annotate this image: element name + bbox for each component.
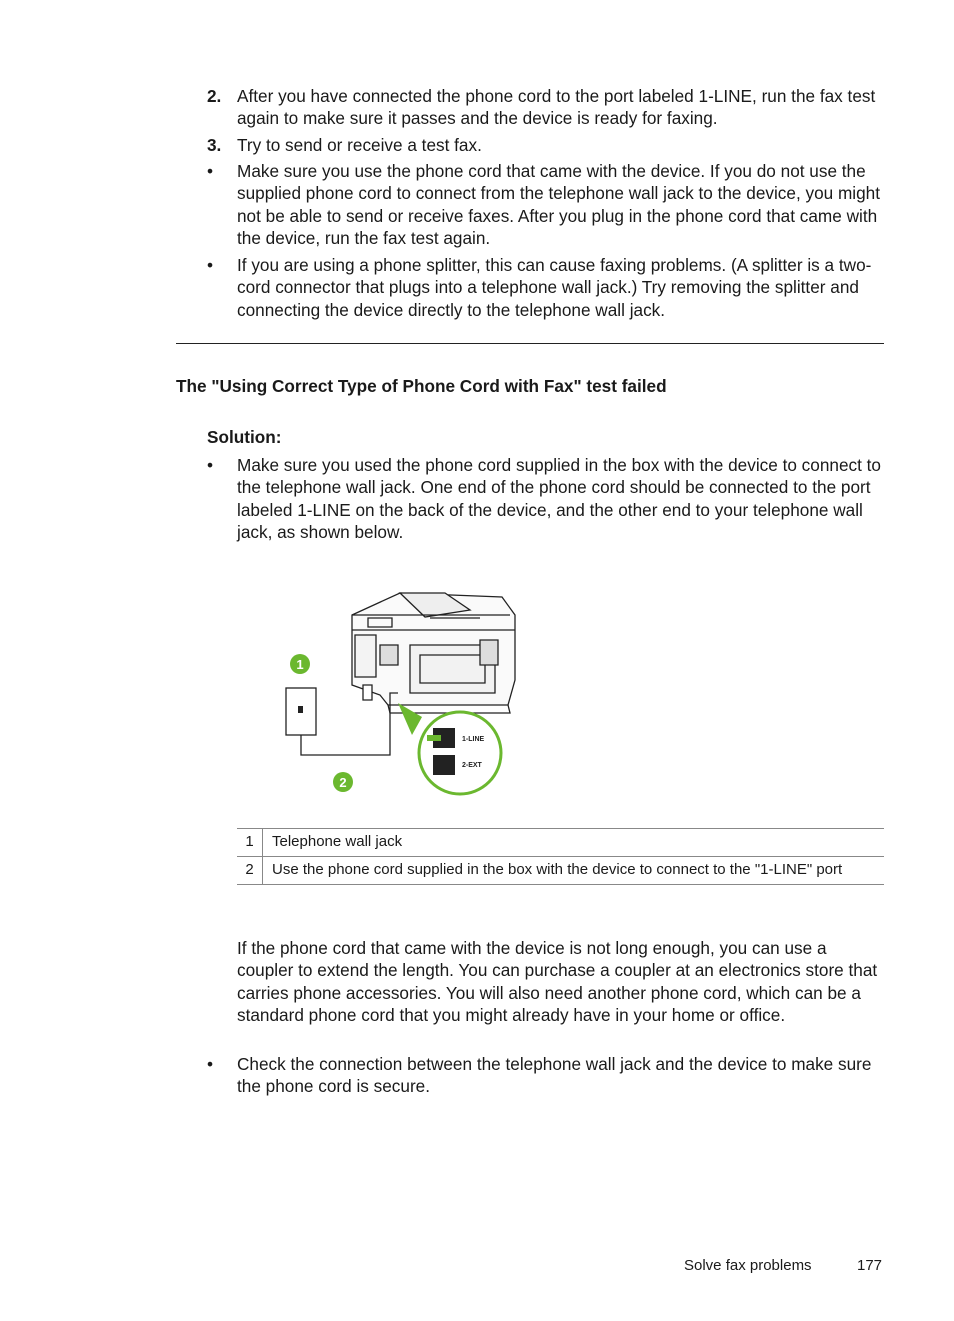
solution-label: Solution: [207,427,282,447]
callout-1-label: 1 [296,657,304,672]
list-marker: 2. [207,86,222,106]
figure-legend-table [237,828,884,885]
port-1-line-label: 1-LINE [462,736,485,743]
wall-jack-icon [286,688,316,735]
list-item-bullet-splitter [207,254,887,321]
callout-2-label: 2 [339,775,347,790]
table-row [237,829,884,857]
legend-text: Telephone wall jack [272,833,403,850]
bullet-marker: • [207,161,214,181]
table-row [237,857,884,885]
list-item-text: Make sure you use the phone cord that came with the device. If you do not use the supplied phone cord to connect from the telephone wall jack to the device, you might not be able to send or receive faxes. After you plug in the phone cord that came with the device, run the fax test again. [237,161,881,248]
section-divider [176,343,884,344]
callout-marker-2 [333,772,353,792]
legend-text: Use the phone cord supplied in the box with the device to connect to the "1-LINE" port [272,861,843,878]
list-item-text: After you have connected the phone cord to the port labeled 1-LINE, run the fax test again to make sure it passes and the device is ready for faxing. [237,86,876,129]
list-marker: 3. [207,135,222,155]
list-item-text: If you are using a phone splitter, this can cause faxing problems. (A splitter is a two-cord connector that plugs into a telephone wall jack.) Try removing the splitter and connecting the device directly to the telephone wall jack. [237,255,872,320]
list-item-bullet-cord [207,160,887,249]
section-heading: The "Using Correct Type of Phone Cord with Fax" test failed [176,376,667,396]
bullet-marker: • [207,1054,214,1074]
callout-marker-1 [290,654,310,674]
legend-number: 1 [237,829,263,857]
list-item-text: Make sure you used the phone cord supplied in the box with the device to connect to the telephone wall jack. One end of the phone cord should be connected to the port labeled 1-LINE on the back of the device, and the other end to your telephone wall jack, as shown below. [237,455,881,542]
legend-number: 2 [237,857,263,885]
footer-section-name: Solve fax problems [684,1257,812,1274]
fax-connection-diagram [280,585,520,800]
list-item-bullet-supplied-cord [207,454,887,543]
list-item-step-2 [207,85,887,130]
printer-illustration [352,593,515,713]
footer-page-number: 177 [857,1257,883,1274]
port-2-ext-label: 2-EXT [462,762,482,769]
list-item-text: Try to send or receive a test fax. [237,135,482,155]
list-item-bullet-check-connection [207,1053,887,1098]
port-zoom-callout [398,703,501,794]
bullet-marker: • [207,255,214,275]
list-item-text: Check the connection between the telephone wall jack and the device to make sure the phone cord is secure. [237,1054,872,1097]
bullet-marker: • [207,455,214,475]
coupler-paragraph: If the phone cord that came with the device is not long enough, you can use a coupler to extend the length. You can purchase a coupler at an electronics store that carries phone accessories. You will also need another phone cord, which can be a standard phone cord that you might already have in your home or office. [237,938,878,1025]
list-item-step-3 [207,134,887,156]
